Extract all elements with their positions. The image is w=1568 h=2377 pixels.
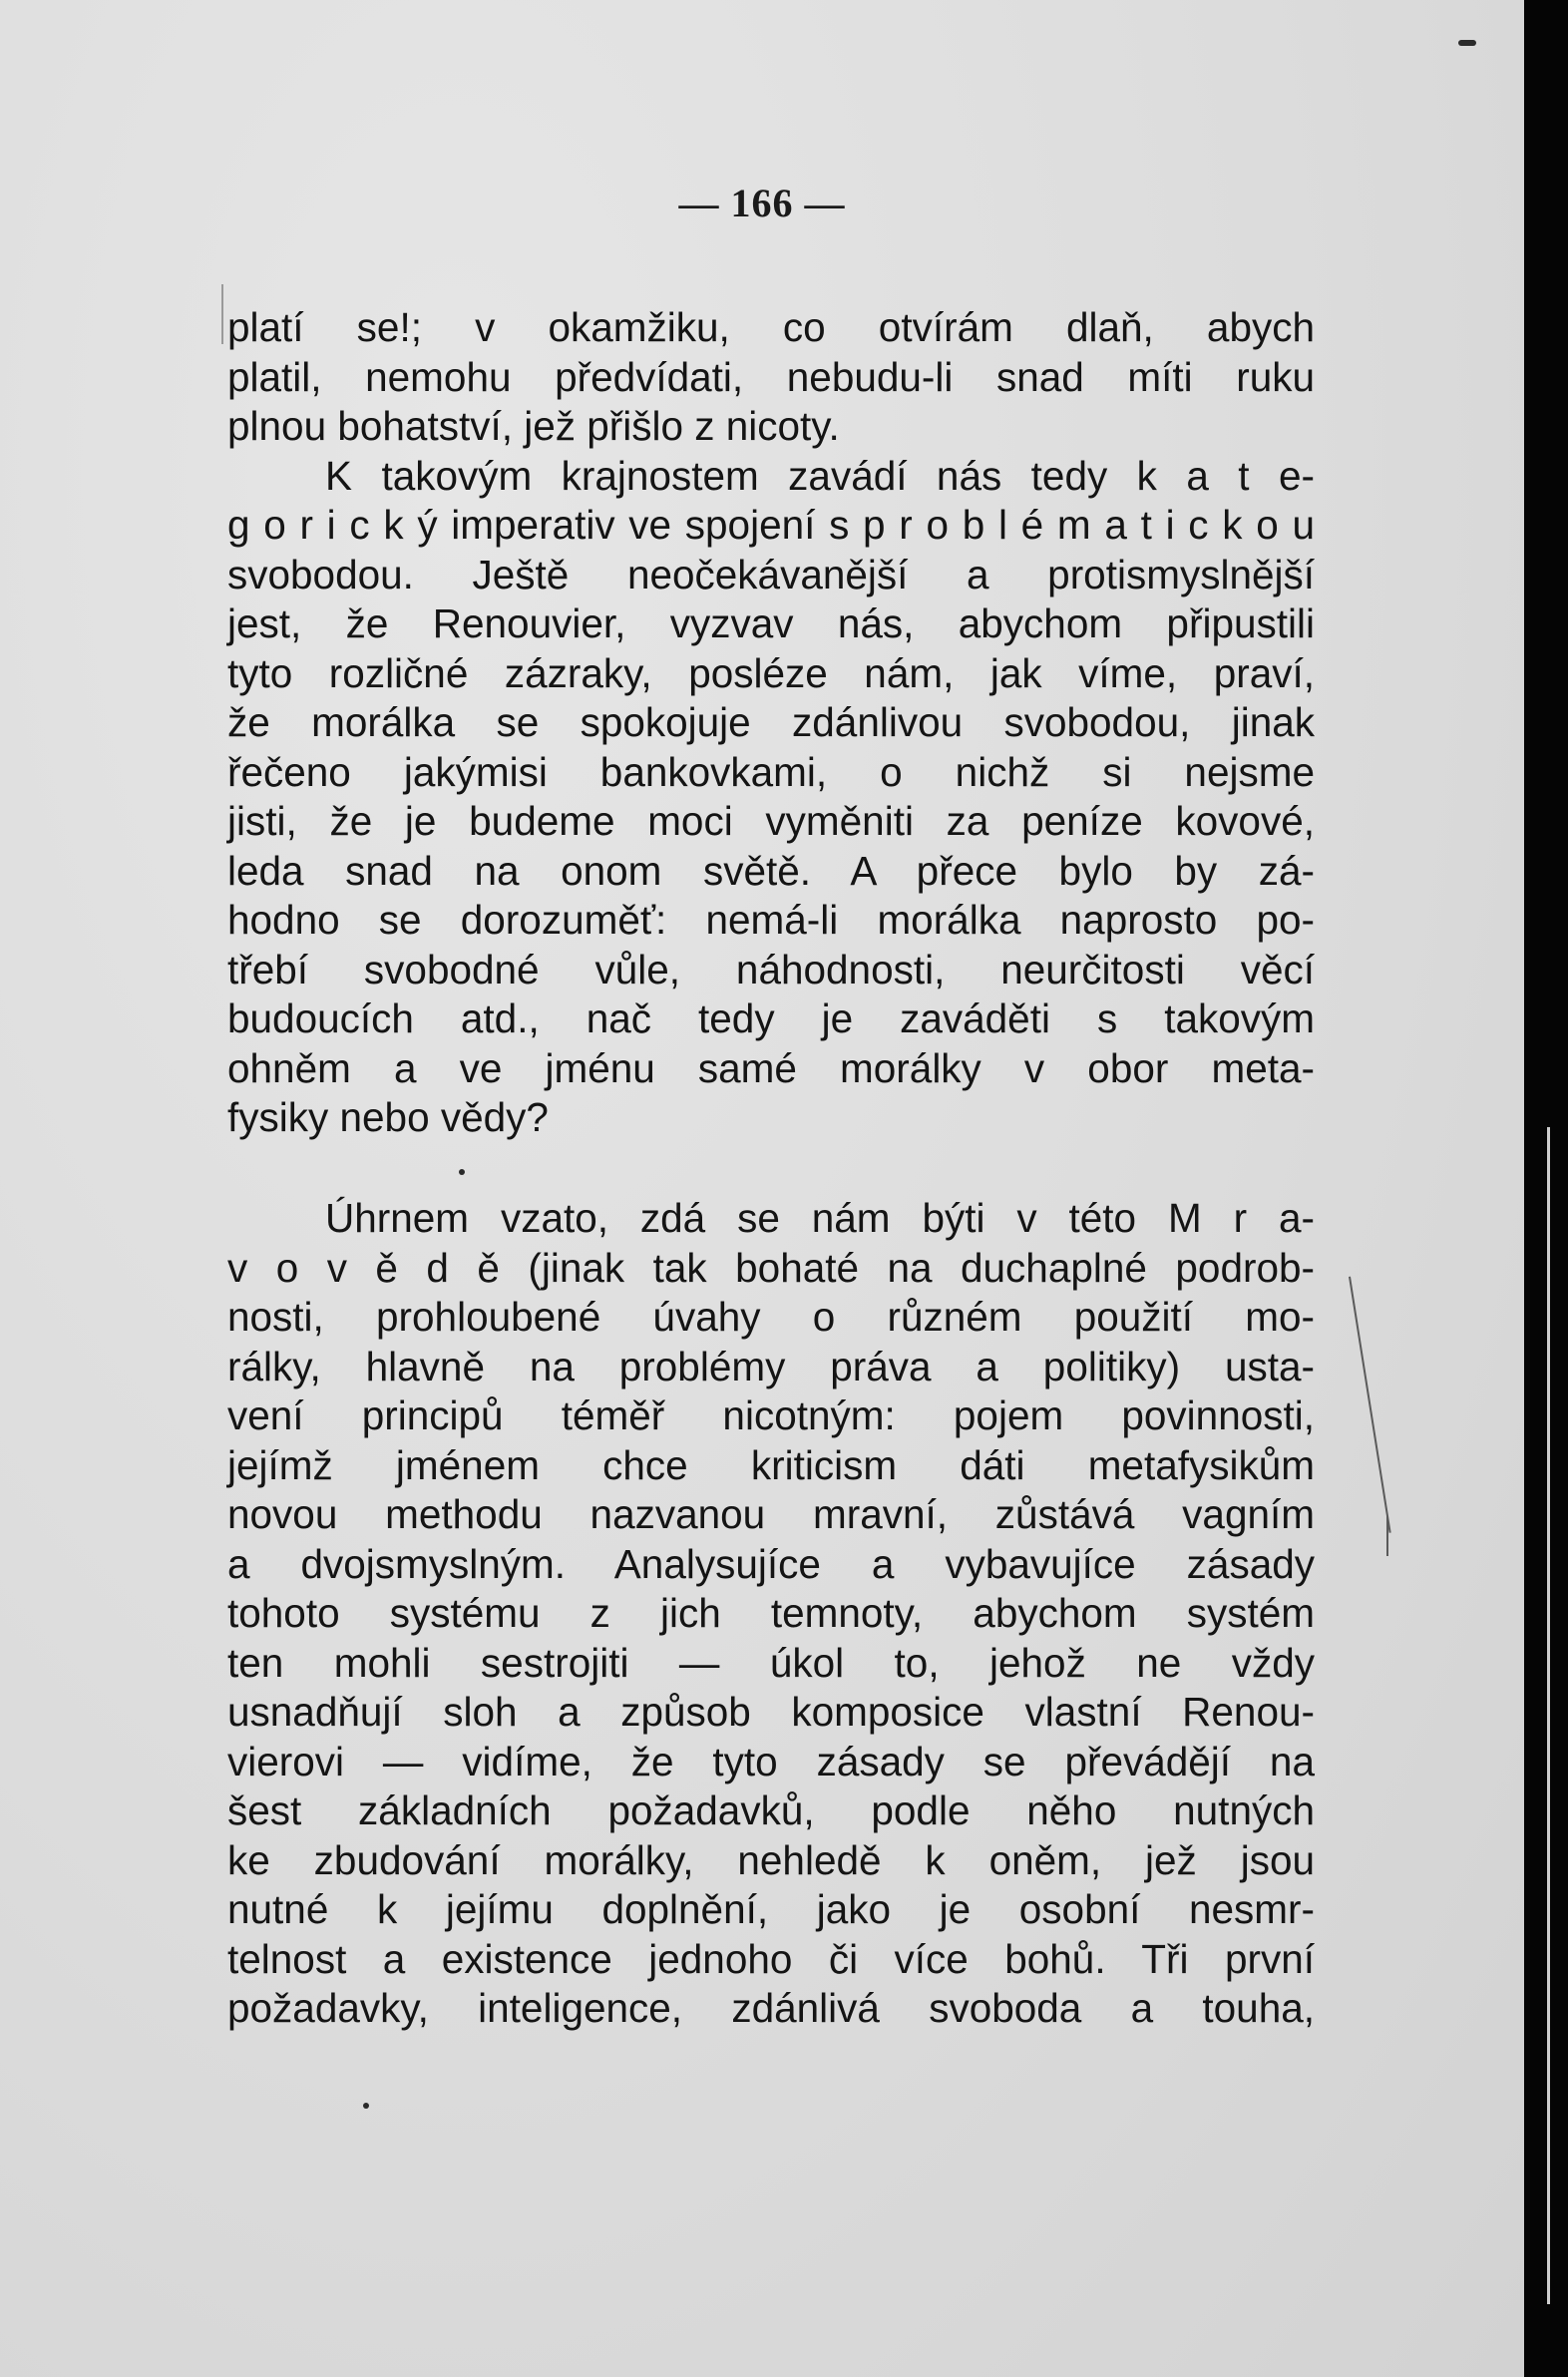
text-line: vierovi — vidíme, že tyto zásady se převádějí na [227, 1738, 1315, 1784]
text-line: g o r i c k ý imperativ ve spojení s p r o b l é m a t i c k o u [227, 502, 1315, 548]
text-line: ten mohli sestrojiti — úkol to, jehož ne vždy [227, 1639, 1315, 1686]
text-line: novou methodu nazvanou mravní, zůstává vagním [227, 1491, 1315, 1537]
text-line: tyto rozličné zázraky, posléze nám, jak víme, praví, [227, 649, 1315, 696]
text-line: usnadňují sloh a způsob komposice vlastní Renou- [227, 1689, 1315, 1735]
text-line: v o v ě d ě (jinak tak bohaté na duchaplné podrob- [227, 1244, 1315, 1291]
text-line: budoucích atd., nač tedy je zaváděti s takovým [227, 995, 1315, 1041]
pencil-margin-mark [1386, 1516, 1388, 1556]
text-line: jisti, že je budeme moci vyměniti za peníze kovové, [227, 798, 1315, 844]
text-line: ke zbudování morálky, nehledě k oněm, jež jsou [227, 1836, 1315, 1883]
page-number: — 166 — [678, 181, 846, 225]
text-line: že morálka se spokojuje zdánlivou svobodou, jinak [227, 699, 1315, 745]
text-line: Úhrnem vzato, zdá se nám býti v této M r a- [325, 1195, 1315, 1241]
text-line: platil, nemohu předvídati, nebudu-li snad míti ruku [227, 353, 1315, 400]
print-speck [459, 1169, 465, 1175]
text-line: šest základních požadavků, podle něho nutných [227, 1787, 1315, 1833]
text-line: hodno se dorozuměť: nemá-li morálka naprosto po- [227, 897, 1315, 943]
text-line: platí se!; v okamžiku, co otvírám dlaň, abych [227, 304, 1315, 350]
text-line: K takovým krajnostem zavádí nás tedy k a t e- [325, 452, 1315, 499]
text-line: vení principů téměř nicotným: pojem povinnosti, [227, 1392, 1315, 1438]
text-line: a dvojsmyslným. Analysujíce a vybavujíce zásady [227, 1540, 1315, 1587]
pencil-margin-mark [221, 284, 223, 344]
text-line: požadavky, inteligence, zdánlivá svoboda a touha, [227, 1985, 1315, 2031]
text-line: leda snad na onom světě. A přece bylo by zá- [227, 847, 1315, 894]
text-line: ohněm a ve jménu samé morálky v obor meta- [227, 1044, 1315, 1091]
text-line: řečeno jakýmisi bankovkami, o nichž si nejsme [227, 748, 1315, 795]
text-line: třebí svobodné vůle, náhodnosti, neurčitosti věcí [227, 946, 1315, 992]
paragraph-1 [227, 303, 1315, 1143]
pencil-margin-mark [1349, 1277, 1391, 1533]
text-line: jejímž jménem chce kriticism dáti metafysikům [227, 1441, 1315, 1488]
text-line: nutné k jejímu doplnění, jako je osobní nesmr- [227, 1886, 1315, 1932]
text-line: jest, že Renouvier, vyzvav nás, abychom připustili [227, 600, 1315, 646]
scan-edge [1524, 0, 1568, 2377]
text-line: telnost a existence jednoho či více bohů. Tři první [227, 1935, 1315, 1982]
text-line: rálky, hlavně na problémy práva a politiky) usta- [227, 1343, 1315, 1389]
text-line: plnou bohatství, jež přišlo z nicoty. [227, 403, 840, 449]
text-line: tohoto systému z jich temnoty, abychom systém [227, 1590, 1315, 1636]
text-line: fysiky nebo vědy? [227, 1094, 549, 1140]
paragraph-2 [227, 1194, 1315, 2034]
print-speck [1458, 40, 1476, 46]
text-line: nosti, prohloubené úvahy o různém použití mo- [227, 1294, 1315, 1340]
text-line: svobodou. Ještě neočekávanější a protismyslnější [227, 551, 1315, 597]
print-speck [363, 2103, 369, 2109]
scan-edge-line [1547, 1127, 1550, 2304]
